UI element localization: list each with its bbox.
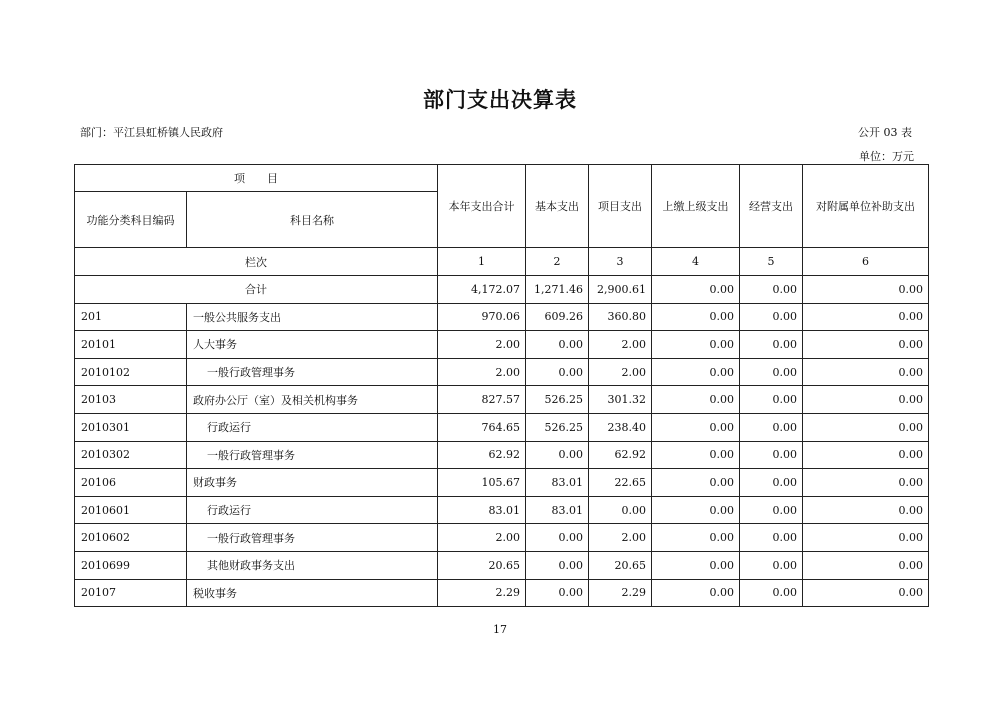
remit-cell: 0.00	[652, 441, 740, 469]
code-cell: 20107	[75, 579, 187, 607]
basic-cell: 0.00	[526, 441, 589, 469]
subsidy-cell: 0.00	[803, 496, 929, 524]
basic-cell: 83.01	[526, 469, 589, 497]
basic-cell: 0.00	[526, 579, 589, 607]
total-row	[75, 276, 929, 304]
business-cell: 0.00	[740, 579, 803, 607]
header-name: 科目名称	[187, 192, 438, 248]
remit-cell: 0.00	[652, 303, 740, 331]
total-cell: 83.01	[438, 496, 526, 524]
total-cell: 4,172.07	[438, 276, 526, 304]
header-project: 项 目	[75, 165, 438, 192]
basic-cell: 0.00	[526, 331, 589, 359]
total-subsidy-cell: 0.00	[803, 276, 929, 304]
name-cell: 行政运行	[187, 496, 438, 524]
header-business: 经营支出	[740, 165, 803, 248]
total-cell: 2.00	[438, 524, 526, 552]
total-remit-cell: 0.00	[652, 276, 740, 304]
subsidy-cell: 0.00	[803, 358, 929, 386]
subsidy-cell: 0.00	[803, 413, 929, 441]
table-row	[75, 579, 929, 607]
basic-cell: 526.25	[526, 413, 589, 441]
table-row	[75, 469, 929, 497]
business-cell: 0.00	[740, 524, 803, 552]
table-row	[75, 551, 929, 579]
subsidy-cell: 0.00	[803, 551, 929, 579]
code-cell: 2010302	[75, 441, 187, 469]
page-title: 部门支出决算表	[423, 88, 577, 112]
project-cell: 301.32	[589, 386, 652, 414]
index-row	[75, 248, 929, 276]
subsidy-cell: 0.00	[803, 386, 929, 414]
total-label: 合计	[75, 276, 438, 304]
business-cell: 0.00	[740, 413, 803, 441]
code-cell: 2010602	[75, 524, 187, 552]
project-cell: 0.00	[589, 496, 652, 524]
project-cell: 2.00	[589, 524, 652, 552]
table-row	[75, 386, 929, 414]
header-project-exp: 项目支出	[589, 165, 652, 248]
total-basic-cell: 1,271.46	[526, 276, 589, 304]
project-cell: 238.40	[589, 413, 652, 441]
name-cell: 行政运行	[187, 413, 438, 441]
name-cell: 财政事务	[187, 469, 438, 497]
header-code: 功能分类科目编码	[75, 192, 187, 248]
project-cell: 2.29	[589, 579, 652, 607]
business-cell: 0.00	[740, 331, 803, 359]
project-cell: 62.92	[589, 441, 652, 469]
table-row	[75, 441, 929, 469]
name-cell: 其他财政事务支出	[187, 551, 438, 579]
name-cell: 政府办公厅（室）及相关机构事务	[187, 386, 438, 414]
name-cell: 一般公共服务支出	[187, 303, 438, 331]
unit-label: 单位：万元	[859, 150, 914, 163]
index-1: 1	[438, 248, 526, 276]
basic-cell: 609.26	[526, 303, 589, 331]
table-row	[75, 303, 929, 331]
name-cell: 一般行政管理事务	[187, 358, 438, 386]
page-number: 17	[493, 623, 507, 636]
business-cell: 0.00	[740, 303, 803, 331]
total-cell: 2.00	[438, 358, 526, 386]
basic-cell: 0.00	[526, 524, 589, 552]
project-cell: 360.80	[589, 303, 652, 331]
expenditure-table	[74, 164, 929, 607]
business-cell: 0.00	[740, 551, 803, 579]
business-cell: 0.00	[740, 386, 803, 414]
project-cell: 2.00	[589, 358, 652, 386]
index-label: 栏次	[75, 248, 438, 276]
subsidy-cell: 0.00	[803, 469, 929, 497]
total-cell: 105.67	[438, 469, 526, 497]
code-cell: 20103	[75, 386, 187, 414]
code-cell: 2010301	[75, 413, 187, 441]
header-row-1	[75, 165, 929, 192]
index-6: 6	[803, 248, 929, 276]
table-row	[75, 496, 929, 524]
remit-cell: 0.00	[652, 496, 740, 524]
table-row	[75, 413, 929, 441]
table-row	[75, 358, 929, 386]
remit-cell: 0.00	[652, 551, 740, 579]
total-cell: 764.65	[438, 413, 526, 441]
index-5: 5	[740, 248, 803, 276]
header-subsidy: 对附属单位补助支出	[803, 165, 929, 248]
business-cell: 0.00	[740, 496, 803, 524]
total-business-cell: 0.00	[740, 276, 803, 304]
total-project-cell: 2,900.61	[589, 276, 652, 304]
code-cell: 201	[75, 303, 187, 331]
code-cell: 2010699	[75, 551, 187, 579]
index-3: 3	[589, 248, 652, 276]
header-basic: 基本支出	[526, 165, 589, 248]
remit-cell: 0.00	[652, 579, 740, 607]
code-cell: 2010601	[75, 496, 187, 524]
form-number: 公开 03 表	[858, 126, 912, 139]
code-cell: 2010102	[75, 358, 187, 386]
remit-cell: 0.00	[652, 386, 740, 414]
subsidy-cell: 0.00	[803, 579, 929, 607]
remit-cell: 0.00	[652, 413, 740, 441]
subsidy-cell: 0.00	[803, 524, 929, 552]
remit-cell: 0.00	[652, 331, 740, 359]
project-cell: 22.65	[589, 469, 652, 497]
index-4: 4	[652, 248, 740, 276]
subsidy-cell: 0.00	[803, 303, 929, 331]
name-cell: 一般行政管理事务	[187, 524, 438, 552]
project-cell: 20.65	[589, 551, 652, 579]
code-cell: 20106	[75, 469, 187, 497]
header-total: 本年支出合计	[438, 165, 526, 248]
table-row	[75, 524, 929, 552]
subsidy-cell: 0.00	[803, 331, 929, 359]
header-remit: 上缴上级支出	[652, 165, 740, 248]
remit-cell: 0.00	[652, 358, 740, 386]
business-cell: 0.00	[740, 358, 803, 386]
total-cell: 62.92	[438, 441, 526, 469]
basic-cell: 0.00	[526, 358, 589, 386]
business-cell: 0.00	[740, 469, 803, 497]
basic-cell: 0.00	[526, 551, 589, 579]
total-cell: 827.57	[438, 386, 526, 414]
business-cell: 0.00	[740, 441, 803, 469]
index-2: 2	[526, 248, 589, 276]
total-cell: 2.29	[438, 579, 526, 607]
name-cell: 税收事务	[187, 579, 438, 607]
project-cell: 2.00	[589, 331, 652, 359]
code-cell: 20101	[75, 331, 187, 359]
name-cell: 人大事务	[187, 331, 438, 359]
total-cell: 2.00	[438, 331, 526, 359]
table-row	[75, 331, 929, 359]
subsidy-cell: 0.00	[803, 441, 929, 469]
total-cell: 20.65	[438, 551, 526, 579]
remit-cell: 0.00	[652, 469, 740, 497]
total-cell: 970.06	[438, 303, 526, 331]
basic-cell: 83.01	[526, 496, 589, 524]
remit-cell: 0.00	[652, 524, 740, 552]
name-cell: 一般行政管理事务	[187, 441, 438, 469]
department-label: 部门：平江县虹桥镇人民政府	[80, 126, 223, 139]
basic-cell: 526.25	[526, 386, 589, 414]
